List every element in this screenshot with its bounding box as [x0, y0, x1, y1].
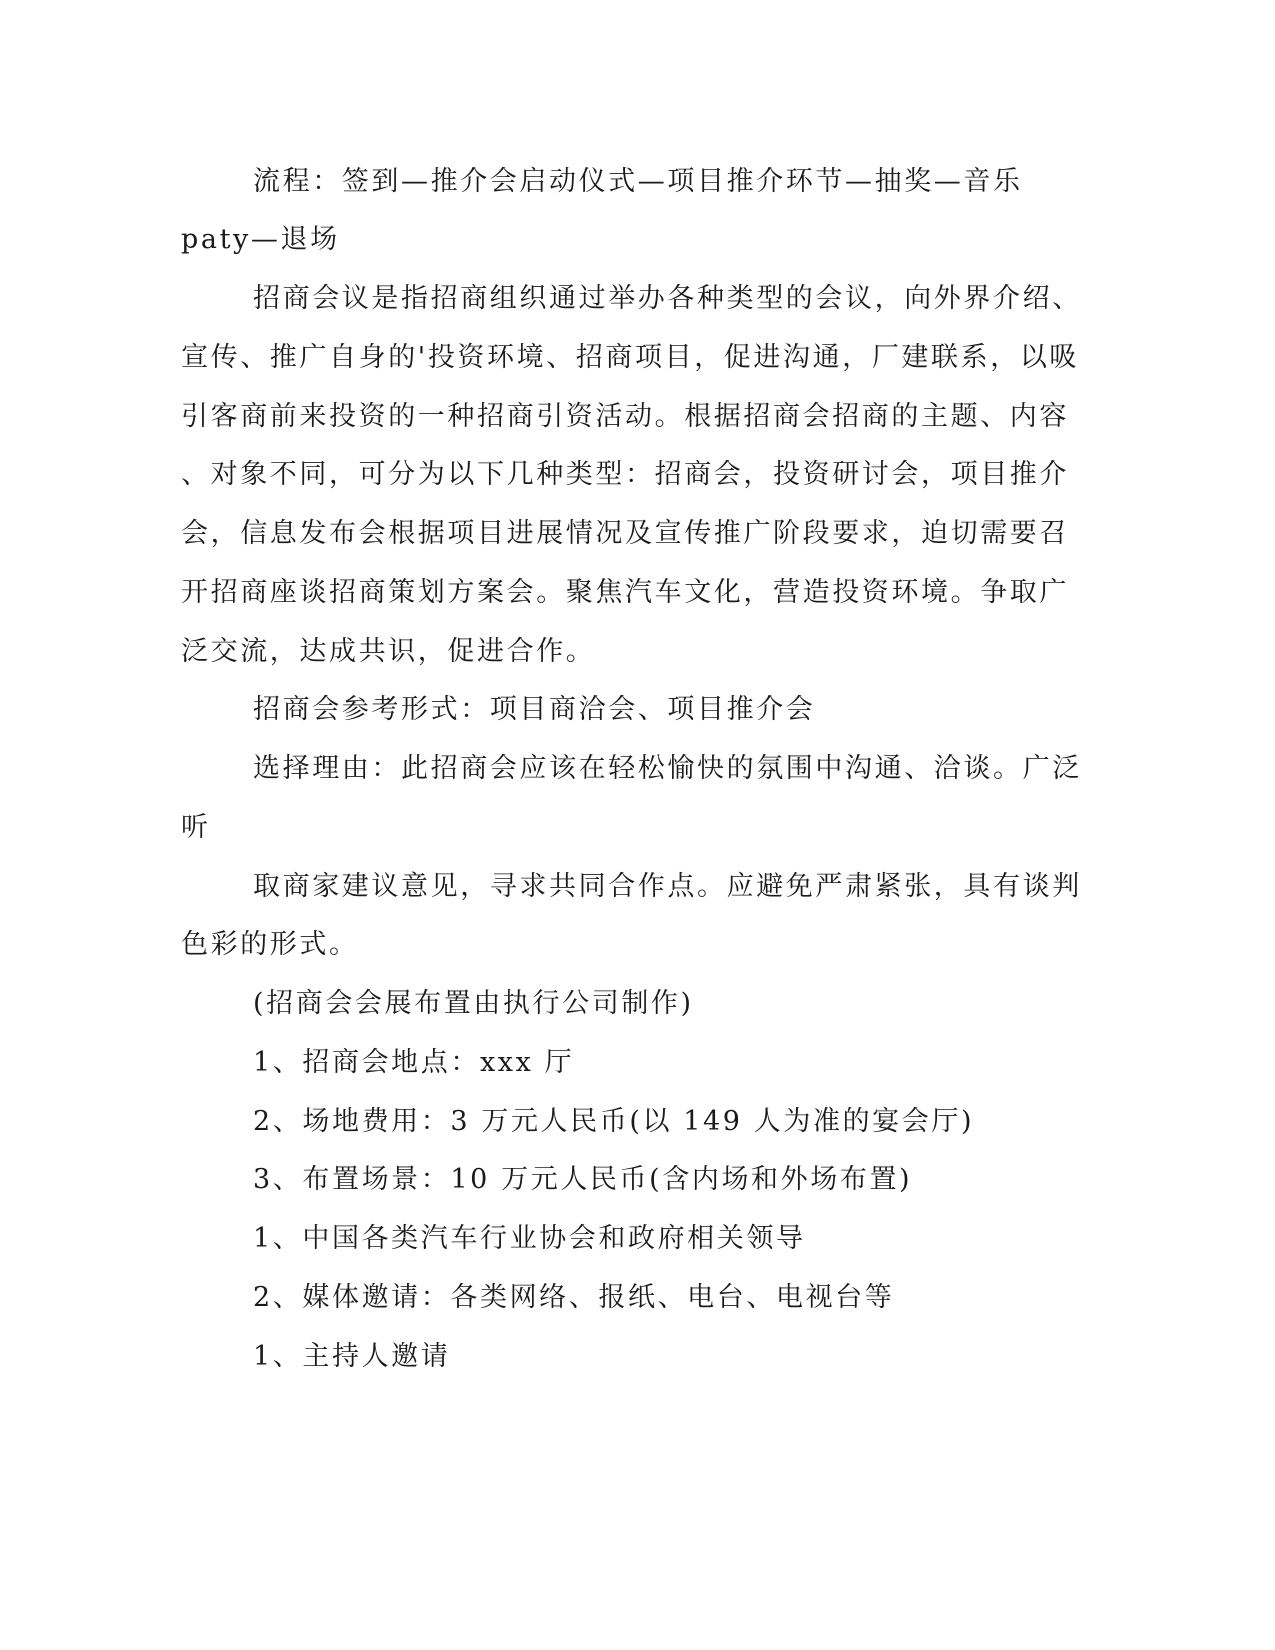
- paragraph-reason2-line-2: 色彩的形式。: [181, 929, 359, 960]
- paragraph-intro-line-4: 、对象不同，可分为以下几种类型：招商会，投资研讨会，项目推介: [181, 459, 1069, 490]
- list-item-media: 2、媒体邀请：各类网络、报纸、电台、电视台等: [253, 1282, 895, 1313]
- paragraph-process-line-1: 流程：签到—推介会启动仪式—项目推介环节—抽奖—音乐: [253, 166, 1023, 197]
- paragraph-intro-line-2: 宣传、推广自身的'投资环境、招商项目，促进沟通，厂建联系，以吸: [181, 342, 1080, 373]
- paragraph-format: 招商会参考形式：项目商洽会、项目推介会: [253, 694, 816, 725]
- list-item-venue: 1、招商会地点：xxx 厅: [253, 1047, 575, 1078]
- paragraph-intro-line-1: 招商会议是指招商组织通过举办各种类型的会议，向外界介绍、: [253, 283, 1082, 314]
- paragraph-reason-line-2: 听: [181, 812, 211, 843]
- paragraph-intro-line-3: 引客商前来投资的一种招商引资活动。根据招商会招商的主题、内容: [181, 401, 1069, 432]
- list-item-venue-cost: 2、场地费用：3 万元人民币(以 149 人为准的宴会厅): [253, 1106, 975, 1137]
- paragraph-reason2-line-1: 取商家建议意见，寻求共同合作点。应避免严肃紧张，具有谈判: [253, 871, 1082, 902]
- paragraph-intro-line-5: 会，信息发布会根据项目进展情况及宣传推广阶段要求，迫切需要召: [181, 518, 1069, 549]
- paragraph-intro-line-7: 泛交流，达成共识，促进合作。: [181, 636, 596, 667]
- paragraph-process-line-2: paty—退场: [181, 224, 340, 255]
- list-item-setup: 3、布置场景：10 万元人民币(含内场和外场布置): [253, 1164, 913, 1195]
- list-item-guests: 1、中国各类汽车行业协会和政府相关领导: [253, 1223, 806, 1254]
- list-item-host: 1、主持人邀请: [253, 1341, 451, 1372]
- paragraph-note: (招商会会展布置由执行公司制作): [253, 988, 694, 1019]
- paragraph-reason-line-1: 选择理由：此招商会应该在轻松愉快的氛围中沟通、洽谈。广泛: [253, 753, 1082, 784]
- paragraph-intro-line-6: 开招商座谈招商策划方案会。聚焦汽车文化，营造投资环境。争取广: [181, 577, 1069, 608]
